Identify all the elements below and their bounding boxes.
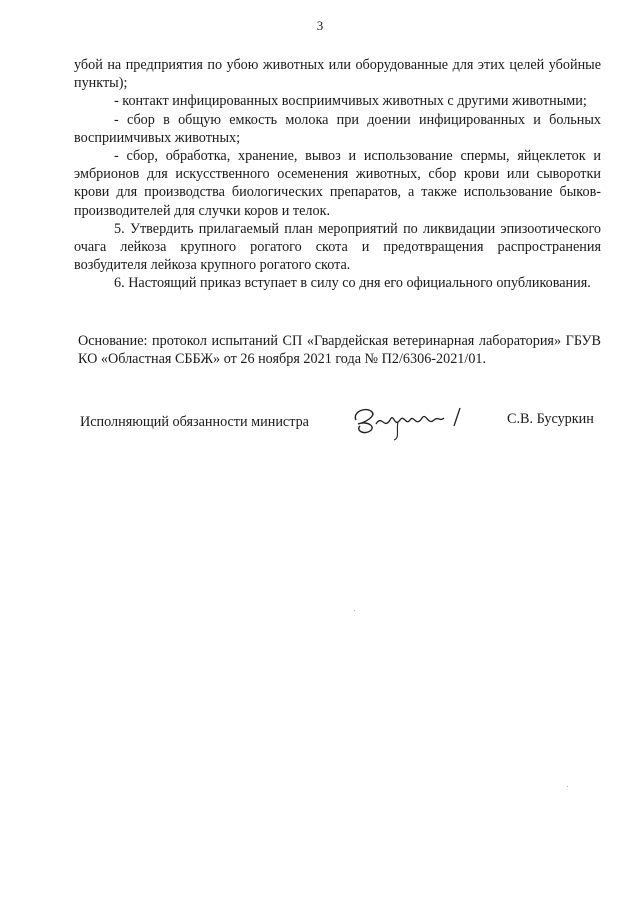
paragraph-contact: - контакт инфицированных восприимчивых животных с другими животными; [114,93,587,110]
scan-speck [567,786,568,787]
paragraph-sperm-blood: - сбор, обработка, хранение, вывоз и использование спермы, яйцеклеток и эмбрионов для искусственного осеменения животных, сбор крови или сыворотки крови для производства биологических препаратов, а также использование быков-производителей для случки коров и телок. [74,148,601,219]
order-body-text [74,56,601,293]
signatory-title: Исполняющий обязанности министра [80,414,309,430]
basis-paragraph: Основание: протокол испытаний СП «Гвардейская ветеринарная лаборатория» ГБУВ КО «Областная СББЖ» от 26 ноября 2021 года № П2/6306-2021/01. [78,333,601,368]
handwritten-signature [348,398,476,442]
paragraph-item-6: 6. Настоящий приказ вступает в силу со дня его официального опубликования. [114,275,591,292]
paragraph-item-5: 5. Утвердить прилагаемый план мероприятий по ликвидации эпизоотического очага лейкоза крупного рогатого скота и предотвращения распространения возбудителя лейкоза крупного рогатого скота. [74,220,601,274]
signatory-name: С.В. Бусуркин [507,411,594,427]
page-number: 3 [316,18,324,33]
paragraph-milk-collection: - сбор в общую емкость молока при доении инфицированных и больных восприимчивых животных; [74,111,601,146]
scan-speck [354,610,355,611]
paragraph-slaughter: убой на предприятия по убою животных или оборудованные для этих целей убойные пункты); [74,57,601,92]
